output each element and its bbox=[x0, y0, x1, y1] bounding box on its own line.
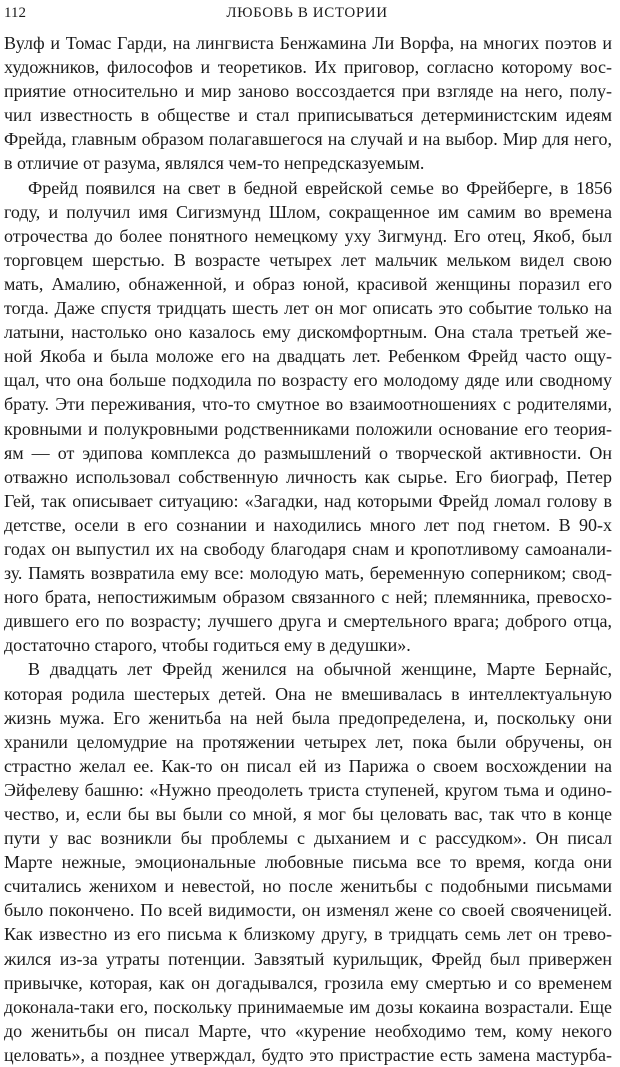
text-line: пути у вас возникли бы проблемы с дыханием и с рассудком». Он писал bbox=[4, 828, 612, 849]
text-line: Эйфелеву башню: «Нужно преодолеть триста ступеней, кругом тьма и одино- bbox=[4, 779, 612, 800]
text-line: чество, и, если бы вы были со мной, я мог бы целовать вас, так что в конце bbox=[4, 804, 612, 824]
text-line: Фрейд появился на свет в бедной еврейской семье во Фрейберге, в 1856 bbox=[28, 177, 612, 198]
text-line: ного брата, непостижимым образом связанного с ней; племянника, превосхо- bbox=[4, 587, 612, 608]
text-line: чил известность в обществе и стал приписываться детерминистским идеям bbox=[4, 105, 612, 126]
text-line: годах он выпустил их на свободу благодаря снам и кропотливому самоанали- bbox=[4, 538, 612, 559]
paragraph bbox=[4, 657, 612, 1067]
running-head bbox=[4, 3, 610, 25]
text-line: Вулф и Томас Гарди, на лингвиста Бенжамина Ли Ворфа, на многих поэтов и bbox=[4, 33, 612, 53]
text-line: приятие относительно и мир заново воссоздается при взгляде на него, полу- bbox=[4, 81, 612, 102]
text-line: латыни, настолько оно казалось ему дискомфортным. Она стала третьей же- bbox=[4, 322, 612, 343]
running-title: ЛЮБОВЬ В ИСТОРИИ bbox=[226, 5, 388, 21]
text-line: хранили целомудрие на протяжении четырех лет, пока были обручены, он bbox=[4, 731, 612, 752]
text-line: ной Якоба и была моложе его на двадцать лет. Ребенком Фрейд часто ощу- bbox=[4, 346, 612, 367]
text-line: Как известно из его письма к близкому другу, в тридцать семь лет он трево- bbox=[4, 924, 612, 945]
text-line: детстве, осели в его сознании и находились много лет под гнетом. В 90-х bbox=[4, 514, 612, 535]
text-line: кровными и полукровными родственниками положили основание его теория- bbox=[4, 418, 612, 439]
paragraph bbox=[4, 31, 612, 176]
text-line: щал, что она больше подходила по возрасту его молодому дяде или сводному bbox=[4, 370, 612, 391]
body-text bbox=[4, 31, 612, 1067]
text-line: до женитьбы он писал Марте, что «курение необходимо тем, кому некого bbox=[4, 1020, 612, 1041]
text-line: достаточно старого, чтобы годиться ему в дедушки». bbox=[4, 635, 411, 656]
text-line: страстно желал ее. Как-то он писал ей из Парижа о своем восхождении на bbox=[4, 755, 612, 776]
text-line: отважно использовал собственную личность как сырье. Его биограф, Петер bbox=[4, 466, 612, 487]
text-line: жизнь мужа. Его женитьба на ней была предопределена, и, поскольку они bbox=[4, 707, 612, 728]
text-line: Гей, так описывает ситуацию: «Загадки, над которыми Фрейд ломал голову в bbox=[4, 490, 612, 511]
text-line: привычке, которая, как он догадывался, грозила ему смертью и со временем bbox=[4, 972, 612, 993]
text-line: доконала-таки его, поскольку принимаемые им дозы кокаина возрастали. Еще bbox=[4, 996, 612, 1017]
text-line: тогда. Даже спустя тридцать шесть лет он мог описать это событие только на bbox=[4, 298, 612, 319]
text-line: ям — от эдипова комплекса до размышлений о творческой активности. Он bbox=[4, 442, 612, 463]
text-line: брату. Эти переживания, что-то смутное во взаимоотношениях с родителями, bbox=[4, 394, 612, 415]
text-line: мать, Амалию, обнаженной, и образ юной, красивой женщины поразил его bbox=[4, 273, 612, 294]
text-line: в отличие от разума, являлся чем-то непредсказуемым. bbox=[4, 153, 425, 174]
text-line: дившего его по возрасту; лучшего друга и смертельного врага; доброго отца, bbox=[4, 611, 612, 632]
paragraph bbox=[4, 176, 612, 658]
text-line: считались женихом и невестой, но после женитьбы с подобными письмами bbox=[4, 876, 612, 897]
text-line: целовать», а позднее утверждал, будто это пристрастие есть замена мастурба- bbox=[4, 1044, 612, 1065]
text-line: жился из-за утраты потенции. Завзятый курильщик, Фрейд был привержен bbox=[4, 948, 612, 969]
text-line: было покончено. По всей видимости, он изменял жене со своей свояченицей. bbox=[4, 900, 612, 921]
text-line: которая родила шестерых детей. Она не вмешивалась в интеллектуальную bbox=[4, 683, 612, 704]
text-line: году, и получил имя Сигизмунд Шлом, сокращенное им самим во времена bbox=[4, 201, 612, 222]
text-line: отрочества до более понятного немецкому уху Зигмунд. Его отец, Якоб, был bbox=[4, 225, 612, 246]
text-line: Фрейда, главным образом полагавшегося на случай и на выбор. Мир для него, bbox=[4, 129, 612, 150]
text-line: художников, философов и теоретиков. Их приговор, согласно которому вос- bbox=[4, 57, 612, 78]
page-number: 112 bbox=[4, 5, 26, 21]
text-line: В двадцать лет Фрейд женился на обычной женщине, Марте Бернайс, bbox=[28, 659, 612, 680]
text-line: зу. Память возвратила ему все: молодую мать, беременную соперником; свод- bbox=[4, 563, 612, 584]
text-line: Марте нежные, эмоциональные любовные письма все то время, когда они bbox=[4, 852, 612, 873]
text-line: торговцем шерстью. В возрасте четырех лет мальчик мельком видел свою bbox=[4, 249, 612, 270]
